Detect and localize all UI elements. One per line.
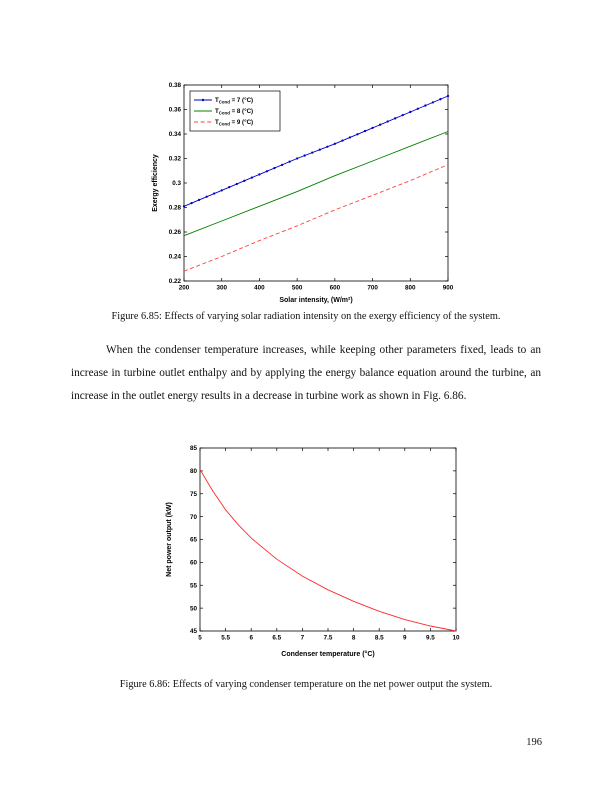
svg-text:Solar intensity, (W/m²): Solar intensity, (W/m²) <box>279 297 353 304</box>
svg-text:0.26: 0.26 <box>168 229 181 237</box>
svg-text:7: 7 <box>300 634 305 642</box>
svg-text:0.38: 0.38 <box>168 82 181 90</box>
svg-text:75: 75 <box>189 490 197 498</box>
svg-text:0.28: 0.28 <box>168 204 181 212</box>
svg-text:600: 600 <box>329 284 341 292</box>
svg-text:50: 50 <box>189 605 197 613</box>
svg-text:80: 80 <box>189 468 197 476</box>
svg-text:5: 5 <box>198 634 202 642</box>
figure-6-86-net-power-chart <box>162 437 470 661</box>
svg-text:0.3: 0.3 <box>172 180 181 188</box>
svg-text:300: 300 <box>216 284 227 292</box>
svg-text:5.5: 5.5 <box>221 634 230 642</box>
svg-text:0.22: 0.22 <box>168 278 181 286</box>
figure-6-86-caption: Figure 6.86: Effects of varying condenser temperature on the net power output the system. <box>119 679 493 690</box>
svg-text:70: 70 <box>189 513 197 521</box>
svg-text:55: 55 <box>189 582 197 590</box>
svg-text:0.36: 0.36 <box>168 106 181 114</box>
svg-text:Net power output (kW): Net power output (kW) <box>166 502 173 577</box>
svg-text:65: 65 <box>189 536 197 544</box>
svg-text:0.32: 0.32 <box>168 155 181 163</box>
figure-6-85-exergy-efficiency-chart <box>148 72 460 307</box>
svg-text:9: 9 <box>403 634 407 642</box>
svg-text:10: 10 <box>452 634 460 642</box>
svg-text:0.34: 0.34 <box>168 131 181 139</box>
svg-text:85: 85 <box>189 445 197 453</box>
svg-text:TCond = 8 (°C): $T_{Cond} = 8$ (°C) <box>215 108 254 116</box>
svg-text:8: 8 <box>351 634 356 642</box>
svg-text:60: 60 <box>189 559 197 567</box>
svg-text:Exergy efficiency: Exergy efficiency <box>152 154 159 212</box>
svg-text:800: 800 <box>405 284 416 292</box>
figure-6-85-caption: Figure 6.85: Effects of varying solar radiation intensity on the exergy efficiency of the system. <box>111 311 501 322</box>
svg-text:TCond = 9 (°C): $T_{Cond} = 9$ (°C) <box>215 119 254 127</box>
svg-text:200: 200 <box>178 284 190 292</box>
svg-text:700: 700 <box>367 284 378 292</box>
svg-text:500: 500 <box>291 284 303 292</box>
svg-text:TCond = 7 (°C): $T_{Cond} = 7$ (°C) <box>215 97 254 105</box>
page-number: 196 <box>526 737 542 748</box>
svg-text:900: 900 <box>442 284 454 292</box>
svg-text:6.5: 6.5 <box>272 634 282 642</box>
svg-text:9.5: 9.5 <box>426 634 435 642</box>
svg-text:0.24: 0.24 <box>168 253 181 261</box>
body-paragraph: When the condenser temperature increases, while keeping other parameters fixed, leads to an increase in turbine outlet enthalpy and by applying the energy balance equation around the turbine, an increase in the outlet energy results in a decrease in turbine work as shown in Fig. 6.86. <box>71 344 541 402</box>
svg-text:7.5: 7.5 <box>323 634 333 642</box>
svg-text:45: 45 <box>189 628 197 636</box>
svg-text:Condenser temperature (°C): Condenser temperature (°C) <box>281 651 375 658</box>
svg-text:400: 400 <box>254 284 265 292</box>
svg-text:6: 6 <box>249 634 253 642</box>
svg-text:8.5: 8.5 <box>374 634 384 642</box>
